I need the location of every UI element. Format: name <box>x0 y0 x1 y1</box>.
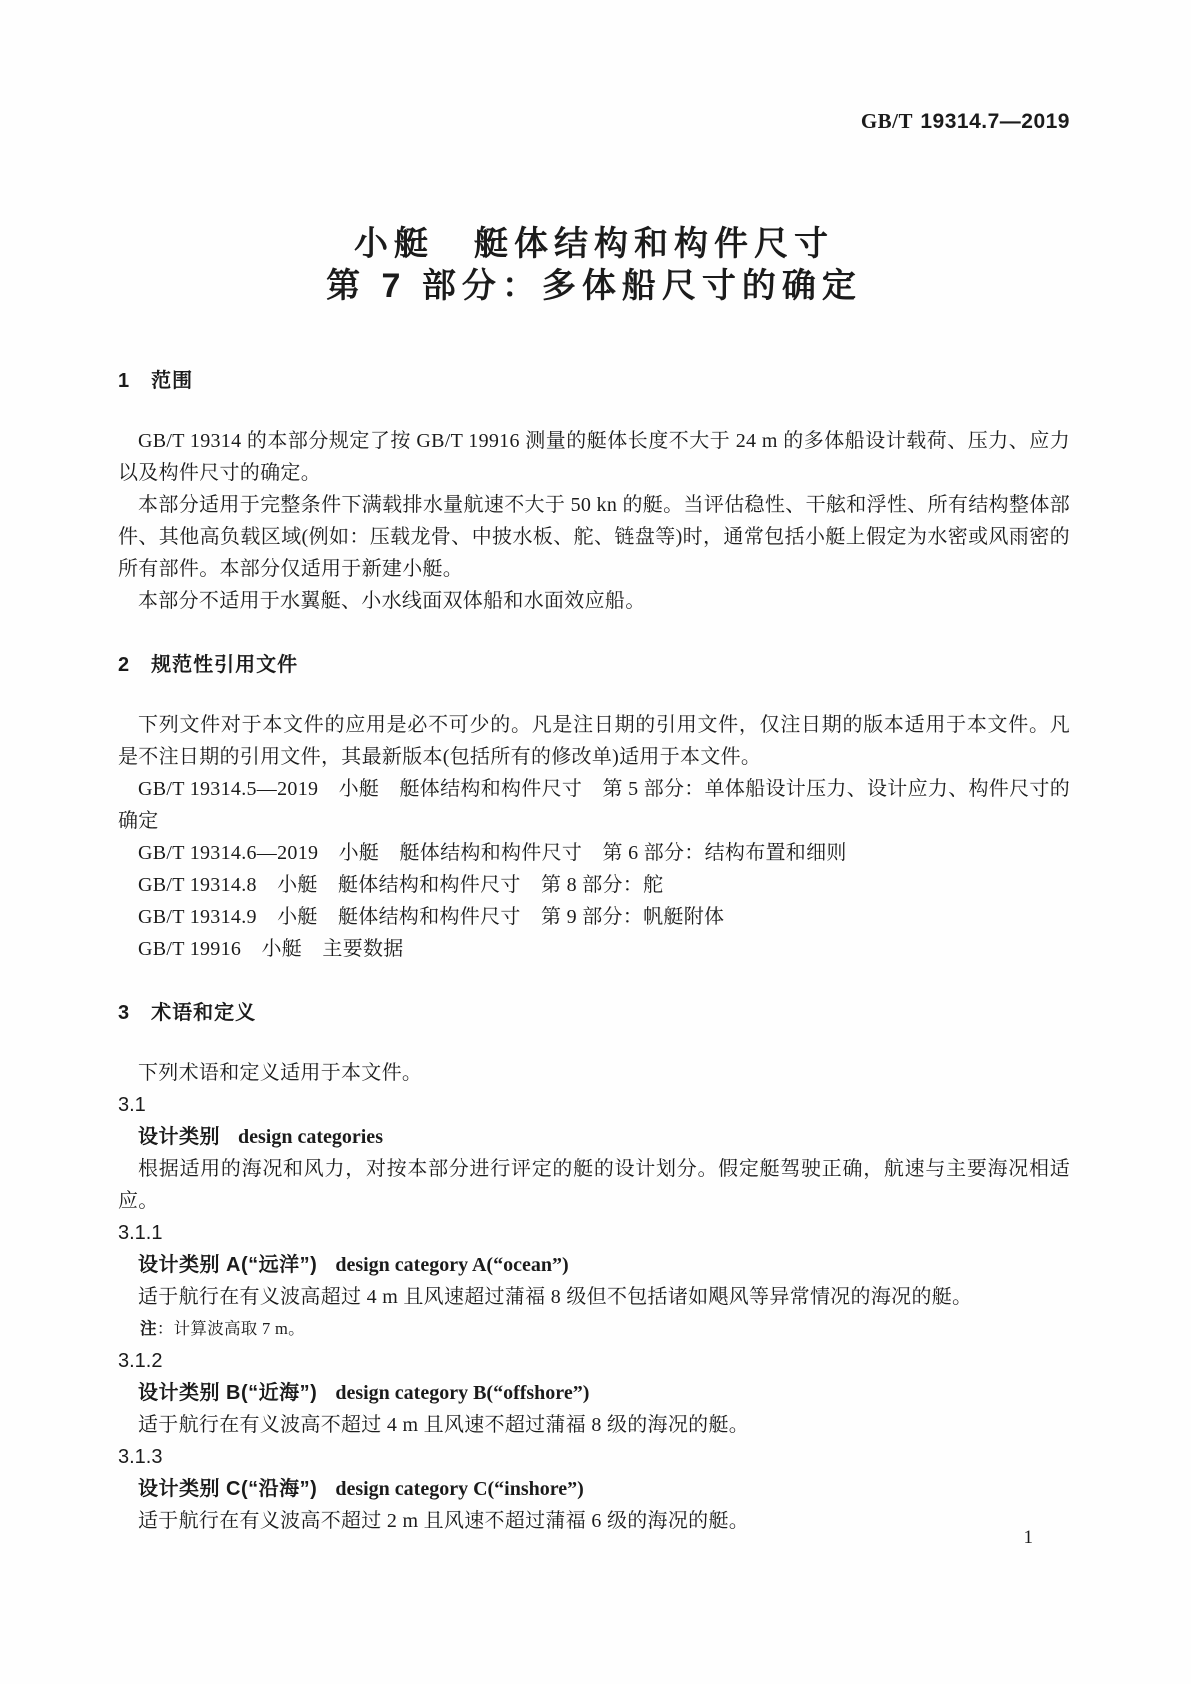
term-number: 3.1 <box>118 1094 146 1116</box>
section-terms-number: 3 <box>118 1002 131 1024</box>
term-heading <box>118 1249 1070 1281</box>
term-entry-3-1-2 <box>118 1345 1070 1441</box>
page-content <box>118 0 1070 1537</box>
term-name-en: design category B(“offshore”) <box>335 1382 590 1404</box>
term-heading <box>118 1121 1070 1153</box>
scope-paragraph: GB/T 19314 的本部分规定了按 GB/T 19916 测量的艇体长度不大于 24 m 的多体船设计载荷、压力、应力以及构件尺寸的确定。 <box>118 430 1070 484</box>
section-references-heading <box>118 649 1070 681</box>
standard-doc-number <box>118 0 1070 135</box>
scope-paragraph: 本部分不适用于水翼艇、小水线面双体船和水面效应船。 <box>138 590 646 612</box>
term-name-en: design categories <box>238 1126 383 1148</box>
term-name-en: design category A(“ocean”) <box>335 1254 569 1276</box>
term-entry-3-1 <box>118 1089 1070 1217</box>
reference-item: GB/T 19314.6—2019 小艇 艇体结构和构件尺寸 第 6 部分：结构布置和细则 <box>138 842 847 864</box>
term-definition: 根据适用的海况和风力，对按本部分进行评定的艇的设计划分。假定艇驾驶正确，航速与主要海况相适应。 <box>118 1158 1070 1212</box>
reference-item: GB/T 19314.8 小艇 艇体结构和构件尺寸 第 8 部分：舵 <box>138 874 664 896</box>
term-number: 3.1.1 <box>118 1222 163 1244</box>
term-note <box>118 1313 1070 1345</box>
term-definition: 适于航行在有义波高超过 4 m 且风速超过蒲福 8 级但不包括诸如飓风等异常情况的海况的艇。 <box>138 1286 973 1308</box>
term-heading <box>118 1473 1070 1505</box>
term-name-en: design category C(“inshore”) <box>335 1478 584 1500</box>
reference-item: GB/T 19314.9 小艇 艇体结构和构件尺寸 第 9 部分：帆艇附体 <box>138 906 725 928</box>
title-line-1: 小艇 艇体结构和构件尺寸 <box>354 225 834 263</box>
page-number: 1 <box>1023 1527 1033 1548</box>
note-label: 注 <box>140 1320 157 1338</box>
term-entry-3-1-3 <box>118 1441 1070 1537</box>
doc-number-value: 19314.7—2019 <box>920 110 1070 133</box>
section-scope-number: 1 <box>118 370 131 392</box>
term-number: 3.1.3 <box>118 1446 163 1468</box>
reference-item: GB/T 19314.5—2019 小艇 艇体结构和构件尺寸 第 5 部分：单体船设计压力、设计应力、构件尺寸的确定 <box>118 778 1070 832</box>
reference-item: GB/T 19916 小艇 主要数据 <box>138 938 404 960</box>
term-name-zh: 设计类别 B(“近海”) <box>138 1382 318 1404</box>
title-line-2: 第 7 部分：多体船尺寸的确定 <box>326 267 862 305</box>
section-terms-heading <box>118 997 1070 1029</box>
document-title <box>118 223 1070 307</box>
section-terms-label: 术语和定义 <box>151 1002 257 1024</box>
references-intro: 下列文件对于本文件的应用是必不可少的。凡是注日期的引用文件，仅注日期的版本适用于本文件。凡是不注日期的引用文件，其最新版本(包括所有的修改单)适用于本文件。 <box>118 714 1070 768</box>
term-name-zh: 设计类别 A(“远洋”) <box>138 1254 318 1276</box>
section-scope-heading <box>118 365 1070 397</box>
term-number: 3.1.2 <box>118 1350 163 1372</box>
term-name-zh: 设计类别 C(“沿海”) <box>138 1478 318 1500</box>
terms-intro: 下列术语和定义适用于本文件。 <box>138 1062 423 1084</box>
doc-number-prefix: GB/T <box>860 109 914 133</box>
scope-paragraph: 本部分适用于完整条件下满载排水量航速不大于 50 kn 的艇。当评估稳性、干舷和浮性、所有结构整体部件、其他高负载区域(例如：压载龙骨、中披水板、舵、链盘等)时，通常包括小艇上假定为水密或风雨密的所有部件。本部分仅适用于新建小艇。 <box>118 494 1070 580</box>
section-references-label: 规范性引用文件 <box>151 654 299 676</box>
term-definition: 适于航行在有义波高不超过 2 m 且风速不超过蒲福 6 级的海况的艇。 <box>138 1510 750 1532</box>
section-references-number: 2 <box>118 654 131 676</box>
term-heading <box>118 1377 1070 1409</box>
note-text: ：计算波高取 7 m。 <box>156 1319 305 1338</box>
term-entry-3-1-1 <box>118 1217 1070 1345</box>
term-name-zh: 设计类别 <box>138 1126 220 1148</box>
term-definition: 适于航行在有义波高不超过 4 m 且风速不超过蒲福 8 级的海况的艇。 <box>138 1414 750 1436</box>
section-scope-label: 范围 <box>151 370 194 392</box>
